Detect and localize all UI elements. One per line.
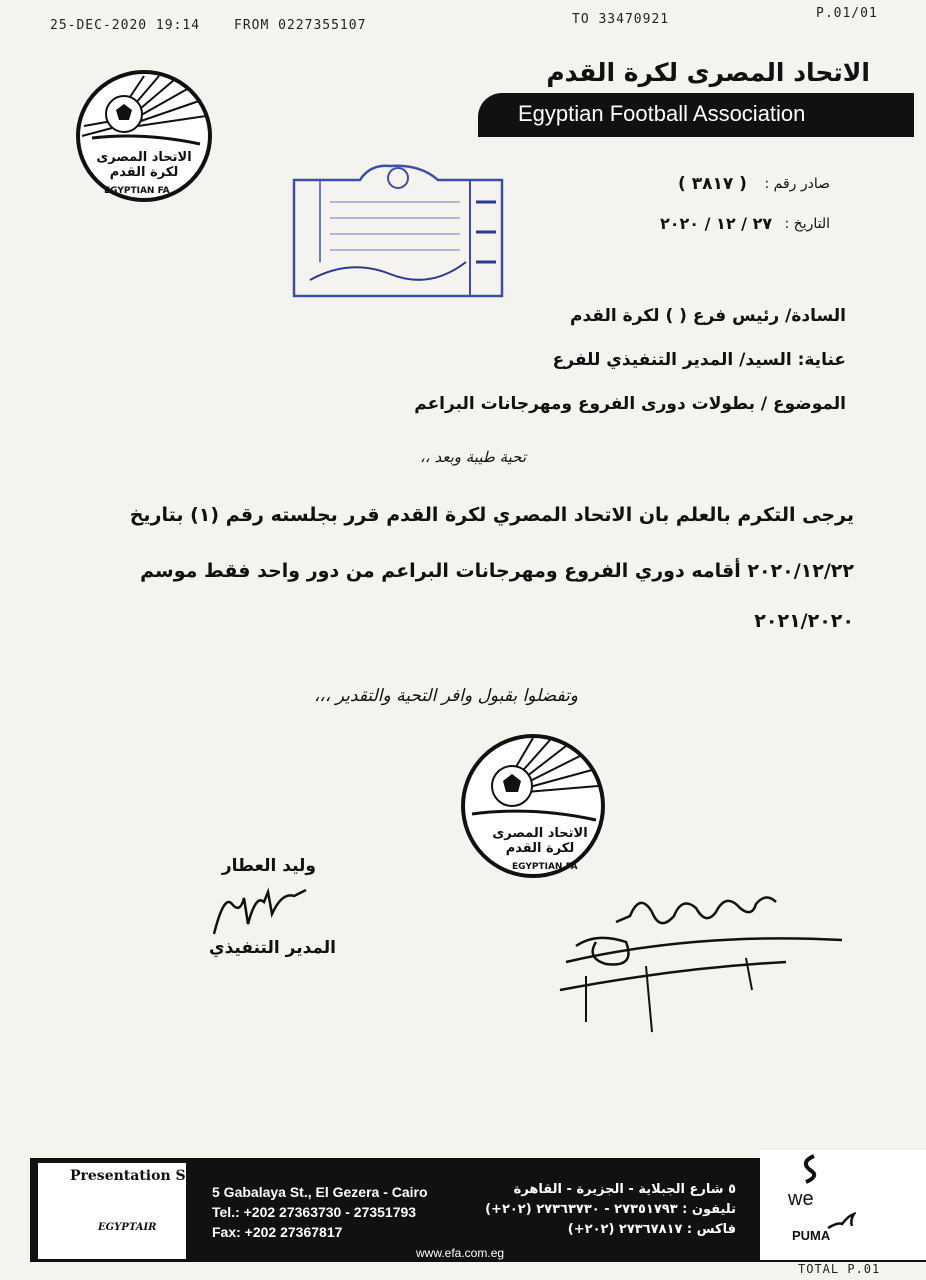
closing: وتفضلوا بقبول وافر التحية والتقدير ،،، bbox=[313, 686, 578, 706]
handwritten-signature-icon bbox=[556, 872, 856, 1042]
footer-tel-en: Tel.: +202 27363730 - 27351793 bbox=[212, 1204, 417, 1220]
footer-brands bbox=[760, 1150, 926, 1260]
signatory-name: وليد العطار bbox=[221, 856, 316, 876]
ref-number-value: ( ٣٨١٧ ) bbox=[678, 174, 747, 194]
signatory-signature bbox=[210, 884, 320, 940]
ref-date-value: ٢٧ / ١٢ / ٢٠٢٠ bbox=[660, 214, 773, 233]
fax-page: P.01/01 bbox=[816, 6, 878, 21]
ref-number-label: صادر رقم : bbox=[764, 176, 830, 192]
association-name-ar: الاتحاد المصرى لكرة القدم bbox=[546, 58, 870, 87]
fax-datetime: 25-DEC-2020 19:14 bbox=[50, 18, 201, 33]
handwritten-signature bbox=[556, 872, 856, 1042]
brand-we: we bbox=[788, 1188, 814, 1210]
efa-logo-icon bbox=[74, 66, 214, 206]
received-stamp bbox=[290, 162, 506, 300]
footer-address-en: 5 Gabalaya St., El Gezera - Cairo bbox=[212, 1184, 428, 1200]
footer-tel-ar: تليفون : ٢٧٣٥١٧٩٣ - ٢٧٣٦٣٧٣٠ (٢٠٢+) bbox=[485, 1202, 736, 1217]
association-name-bar bbox=[478, 93, 914, 137]
body-line2: ٢٠٢٠/١٢/٢٢ أقامه دوري الفروع ومهرجانات البراعم من دور واحد فقط موسم bbox=[140, 560, 854, 582]
sponsor-presentation: Presentation Sports bbox=[70, 1168, 227, 1184]
footer-website: www.efa.com.eg bbox=[416, 1246, 505, 1260]
signatory-title: المدير التنفيذي bbox=[209, 938, 336, 958]
we-logo-icon bbox=[796, 1152, 824, 1186]
fax-total: TOTAL P.01 bbox=[798, 1262, 881, 1276]
ref-date-label: التاريخ : bbox=[784, 216, 830, 232]
footer-address-ar: ٥ شارع الجبلاية - الجزيرة - القاهرة bbox=[513, 1182, 736, 1197]
sponsor-egyptair: EGYPTAIR bbox=[98, 1222, 157, 1233]
efa-logo bbox=[74, 66, 214, 206]
association-name-en: Egyptian Football Association bbox=[518, 101, 806, 126]
logo-text-en: EGYPTIAN FA bbox=[104, 186, 170, 196]
footer-fax-en: Fax: +202 27367817 bbox=[212, 1224, 343, 1240]
logo-text-ar: الاتحاد المصرى لكرة القدم bbox=[96, 150, 192, 180]
seal-icon bbox=[458, 730, 608, 882]
signature-icon bbox=[210, 884, 320, 940]
stamp-icon bbox=[290, 162, 506, 300]
footer-fax-ar: فاكس : ٢٧٣٦٧٨١٧ (٢٠٢+) bbox=[567, 1222, 736, 1237]
subject-line: الموضوع / بطولات دورى الفروع ومهرجانات البراعم bbox=[414, 394, 846, 414]
addressee-line2: عناية: السيد/ المدير التنفيذي للفرع bbox=[552, 350, 846, 370]
efa-seal bbox=[458, 730, 608, 882]
body-line3: ٢٠٢١/٢٠٢٠ bbox=[754, 610, 854, 632]
brand-puma: PUMA bbox=[792, 1228, 831, 1243]
fax-to: TO 33470921 bbox=[572, 12, 670, 27]
greeting: تحية طيبة وبعد ،، bbox=[420, 448, 526, 466]
addressee-line1: السادة/ رئيس فرع ( ) لكرة القدم bbox=[570, 306, 846, 326]
seal-text-en: EGYPTIAN FA bbox=[512, 862, 578, 872]
fax-from: FROM 0227355107 bbox=[234, 18, 367, 33]
puma-cat-icon bbox=[826, 1212, 856, 1232]
seal-text-ar: الاتحاد المصرى لكرة القدم bbox=[492, 826, 588, 856]
body-line1: يرجى التكرم بالعلم بان الاتحاد المصري لكرة القدم قرر بجلسته رقم (١) بتاريخ bbox=[129, 504, 854, 526]
